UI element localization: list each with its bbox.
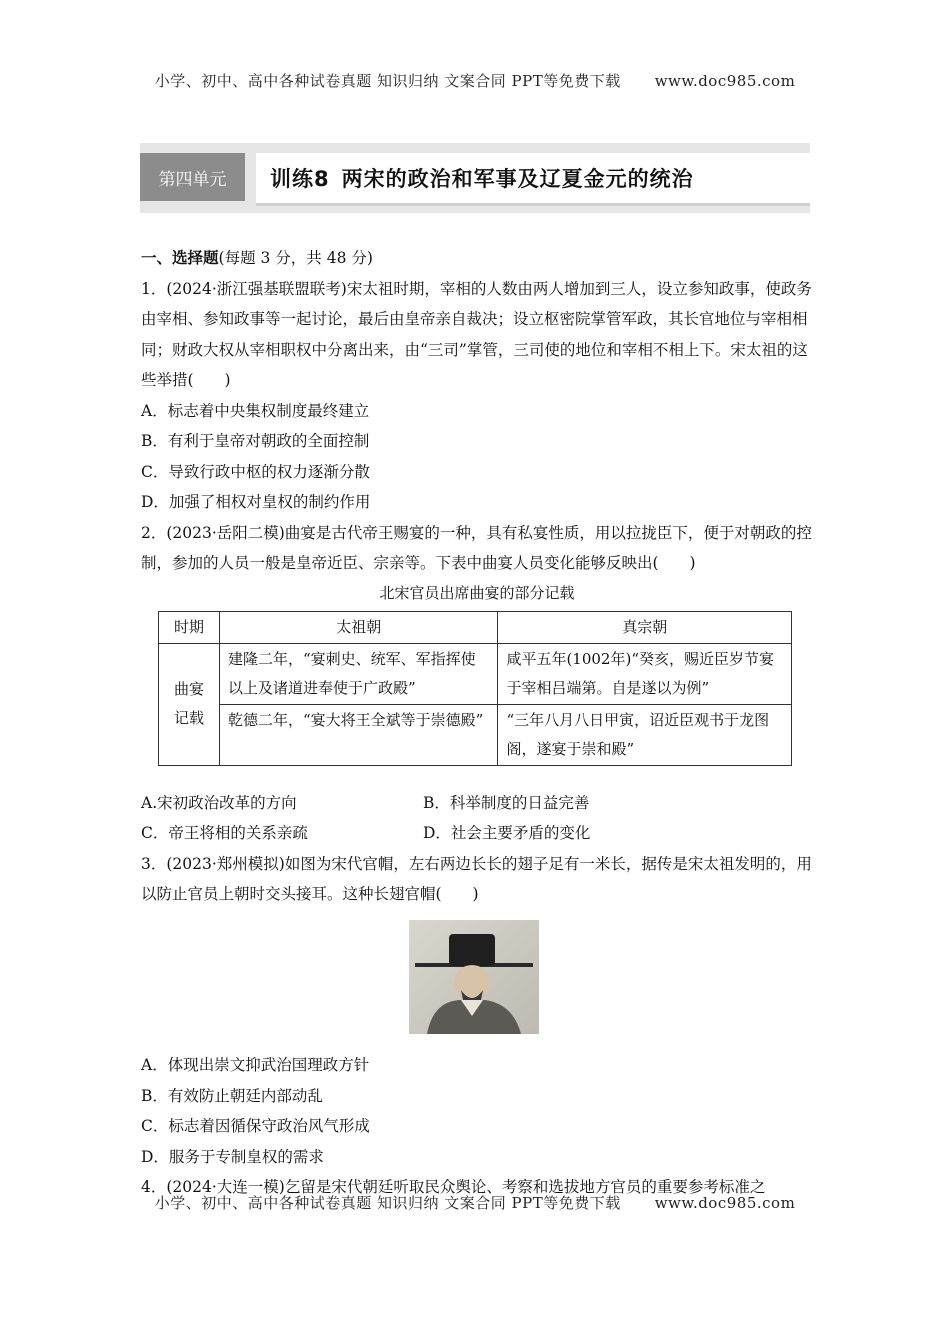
footer-site[interactable]: www.doc985.com (654, 1194, 796, 1212)
q2-option-c: C．帝王将相的关系亲疏 (141, 824, 308, 842)
q1-option-d: D．加强了相权对皇权的制约作用 (141, 493, 371, 511)
table-row (159, 643, 792, 704)
training-title: 两宋的政治和军事及辽夏金元的统治 (341, 167, 694, 191)
unit-tag: 第四单元 (140, 153, 245, 201)
table-header-taizu: 太祖朝 (220, 611, 498, 643)
unit-banner (140, 143, 810, 213)
q3-option-c: C．标志着因循保守政治风气形成 (141, 1117, 370, 1135)
question-2: 2．(2023·岳阳二模)曲宴是古代帝王赐宴的一种，具有私宴性质，用以拉拢臣下，便于对朝政的控制，参加的人员一般是皇帝近臣、宗亲等。下表中曲宴人员变化能够反映出( ) (141, 523, 812, 572)
question-1-source: (2024·浙江强基联盟联考) (166, 279, 347, 298)
footer-text: 小学、初中、高中各种试卷真题 知识归纳 文案合同 PPT等免费下载 (154, 1194, 621, 1212)
question-2-source: (2023·岳阳二模) (166, 523, 285, 542)
q3-option-d: D．服务于专制皇权的需求 (141, 1147, 324, 1166)
table-row-label: 曲宴记载 (159, 643, 220, 765)
header-site[interactable]: www.doc985.com (654, 72, 796, 90)
hat-crown (449, 934, 495, 966)
question-3: 3．(2023·郑州模拟)如图为宋代官帽，左右两边长长的翅子足有一米长，据传是宋太祖发明的，用以防止官员上朝时交头接耳。这种长翅官帽( ) (141, 854, 812, 903)
table-header-zhenzong: 真宗朝 (498, 611, 792, 643)
q2-option-d: D．社会主要矛盾的变化 (423, 824, 591, 842)
training-number: 训练8 (270, 167, 330, 191)
table-cell: “三年八月八日甲寅，诏近臣观书于龙图阁，遂宴于崇和殿” (498, 704, 792, 765)
q1-option-c: C．导致行政中枢的权力逐渐分散 (141, 462, 370, 481)
table-row (159, 704, 792, 765)
q1-option-a: A．标志着中央集权制度最终建立 (141, 401, 370, 420)
table-header-period: 时期 (159, 611, 220, 643)
section-heading: 一、选择题(每题 3 分，共 48 分) (141, 248, 373, 267)
page-footer (0, 1192, 950, 1213)
song-official-hat-portrait (409, 920, 539, 1034)
question-1: 1．(2024·浙江强基联盟联考)宋太祖时期，宰相的人数由两人增加到三人，设立参知政事，使政务由宰相、参知政事等一起讨论，最后由皇帝亲自裁决；设立枢密院掌管军政，其长官地位与宰相相同；财政大权从宰相职权中分离出来，由“三司”掌管，三司使的地位和宰相不相上下。宋太祖的这些举措( ) (141, 279, 812, 389)
header-text: 小学、初中、高中各种试卷真题 知识归纳 文案合同 PPT等免费下载 (154, 72, 621, 90)
table-cell: 咸平五年(1002年)“癸亥，赐近臣岁节宴于宰相吕端第。自是遂以为例” (498, 643, 792, 704)
banquet-table (158, 611, 792, 766)
table-caption: 北宋官员出席曲宴的部分记载 (379, 583, 575, 602)
question-4-source: (2024·大连一模) (166, 1178, 285, 1196)
q1-option-b: B．有利于皇帝对朝政的全面控制 (141, 432, 370, 450)
question-content (141, 243, 813, 1203)
q3-option-a: A．体现出崇文抑武治国理政方针 (141, 1056, 370, 1074)
q3-option-b: B．有效防止朝廷内部动乱 (141, 1086, 323, 1105)
question-4: 4．(2024·大连一模)乞留是宋代朝廷听取民众舆论、考察和选拔地方官员的重要参考标准之 (141, 1178, 766, 1196)
question-3-source: (2023·郑州模拟) (166, 854, 285, 873)
q2-option-b: B．科举制度的日益完善 (423, 793, 590, 812)
q2-option-a: A.宋初政治改革的方向 (141, 793, 297, 812)
table-header-row (159, 611, 792, 643)
page-header (0, 70, 950, 91)
page-title (256, 153, 810, 206)
table-cell: 建隆二年，“宴刺史、统军、军指挥使以上及诸道进奉使于广政殿” (220, 643, 498, 704)
table-cell: 乾德二年，“宴大将王全斌等于崇德殿” (220, 704, 498, 765)
q2-options-row-2 (141, 818, 813, 849)
face (454, 965, 490, 999)
q2-options-row-1 (141, 788, 813, 819)
